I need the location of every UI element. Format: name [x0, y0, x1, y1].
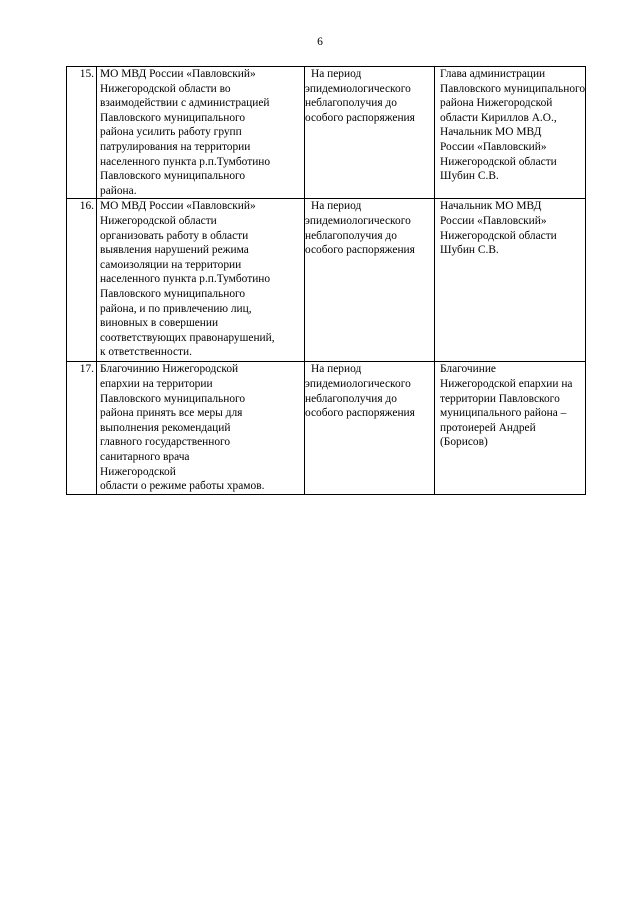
- task-cell-line: области о режиме работы храмов.: [100, 480, 265, 493]
- term-cell-line: неблагополучия до: [305, 392, 397, 405]
- responsible-cell-line: Шубин С.В.: [440, 170, 499, 183]
- table-row: [67, 67, 586, 199]
- row-number-cell: 17.: [67, 362, 97, 494]
- responsible-cell-line: Глава администрации: [440, 68, 546, 80]
- task-cell-line: Павловского муниципального: [100, 111, 246, 124]
- row-number-cell: 15.: [67, 67, 97, 199]
- responsible-cell-line: Нижегородской области: [440, 155, 557, 168]
- measures-table-body: [67, 67, 586, 495]
- responsible-cell-line: протоиерей Андрей: [440, 421, 536, 434]
- task-cell-line: патрулирования на территории: [100, 140, 251, 153]
- task-cell-line: епархии на территории: [100, 377, 213, 390]
- responsible-cell-line: Павловского муниципального: [440, 82, 585, 95]
- task-cell-line: Нижегородской: [100, 465, 176, 478]
- term-cell: [305, 362, 435, 494]
- task-cell-line: Павловского муниципального: [100, 287, 246, 300]
- task-cell-line: Нижегородской области во: [100, 82, 231, 95]
- task-cell-line: района усилить работу групп: [100, 126, 242, 139]
- task-cell-line: выявления нарушений режима: [100, 244, 249, 257]
- task-cell-line: виновных в совершении: [100, 317, 219, 330]
- page-number: 6: [317, 36, 323, 48]
- term-cell-line: На период: [311, 363, 362, 376]
- term-cell-line: особого распоряжения: [305, 244, 415, 257]
- task-cell-line: населенного пункта р.п.Тумботино: [100, 273, 271, 286]
- task-cell-line: Павловского муниципального: [100, 170, 246, 183]
- responsible-cell-line: Нижегородской области: [440, 229, 557, 242]
- task-cell-line: выполнения рекомендаций: [100, 421, 231, 434]
- responsible-cell-line: территории Павловского: [440, 392, 560, 405]
- term-cell-line: На период: [311, 68, 362, 80]
- task-cell-line: соответствующих правонарушений,: [100, 331, 275, 344]
- term-cell-line: неблагополучия до: [305, 229, 397, 242]
- row-number-cell: 16.: [67, 199, 97, 362]
- task-cell-line: санитарного врача: [100, 450, 190, 463]
- task-cell: [97, 362, 305, 494]
- task-cell-line: главного государственного: [100, 436, 231, 449]
- responsible-cell-line: (Борисов): [440, 436, 488, 449]
- responsible-cell-line: Шубин С.В.: [440, 244, 499, 257]
- task-cell-line: к ответственности.: [100, 346, 192, 359]
- term-cell-line: эпидемиологического: [305, 214, 411, 227]
- task-cell-line: МО МВД России «Павловский»: [100, 200, 256, 213]
- responsible-cell-line: района Нижегородской: [440, 97, 553, 110]
- responsible-cell-line: России «Павловский»: [440, 140, 547, 153]
- task-cell-line: района принять все меры для: [100, 407, 243, 420]
- responsible-cell-line: Нижегородской епархии на: [440, 377, 573, 390]
- task-cell-line: района, и по привлечению лиц,: [100, 302, 252, 315]
- measures-table: [66, 66, 586, 495]
- task-cell-line: Нижегородской области: [100, 214, 217, 227]
- responsible-cell-line: России «Павловский»: [440, 214, 547, 227]
- task-cell-line: Благочинию Нижегородской: [100, 363, 239, 376]
- task-cell-line: самоизоляции на территории: [100, 258, 242, 271]
- term-cell-line: эпидемиологического: [305, 82, 411, 95]
- responsible-cell: [435, 67, 586, 199]
- task-cell-line: взаимодействии с администрацией: [100, 97, 270, 110]
- table-row: [67, 199, 586, 362]
- table-row: [67, 362, 586, 494]
- responsible-cell-line: муниципального района –: [440, 407, 567, 420]
- term-cell-line: эпидемиологического: [305, 377, 411, 390]
- responsible-cell: [435, 362, 586, 494]
- term-cell-line: особого распоряжения: [305, 407, 415, 420]
- term-cell: [305, 199, 435, 362]
- task-cell-line: района.: [100, 184, 137, 197]
- responsible-cell-line: Благочиние: [440, 363, 496, 376]
- responsible-cell: [435, 199, 586, 362]
- task-cell-line: населенного пункта р.п.Тумботино: [100, 155, 271, 168]
- term-cell: [305, 67, 435, 199]
- task-cell: [97, 67, 305, 199]
- task-cell: [97, 199, 305, 362]
- task-cell-line: Павловского муниципального: [100, 392, 246, 405]
- term-cell-line: неблагополучия до: [305, 97, 397, 110]
- term-cell-line: особого распоряжения: [305, 111, 415, 124]
- responsible-cell-line: Начальник МО МВД: [440, 126, 542, 139]
- term-cell-line: На период: [311, 200, 362, 213]
- task-cell-line: МО МВД России «Павловский»: [100, 68, 256, 80]
- responsible-cell-line: Начальник МО МВД: [440, 200, 542, 213]
- responsible-cell-line: области Кириллов А.О.,: [440, 111, 557, 124]
- task-cell-line: организовать работу в области: [100, 229, 249, 242]
